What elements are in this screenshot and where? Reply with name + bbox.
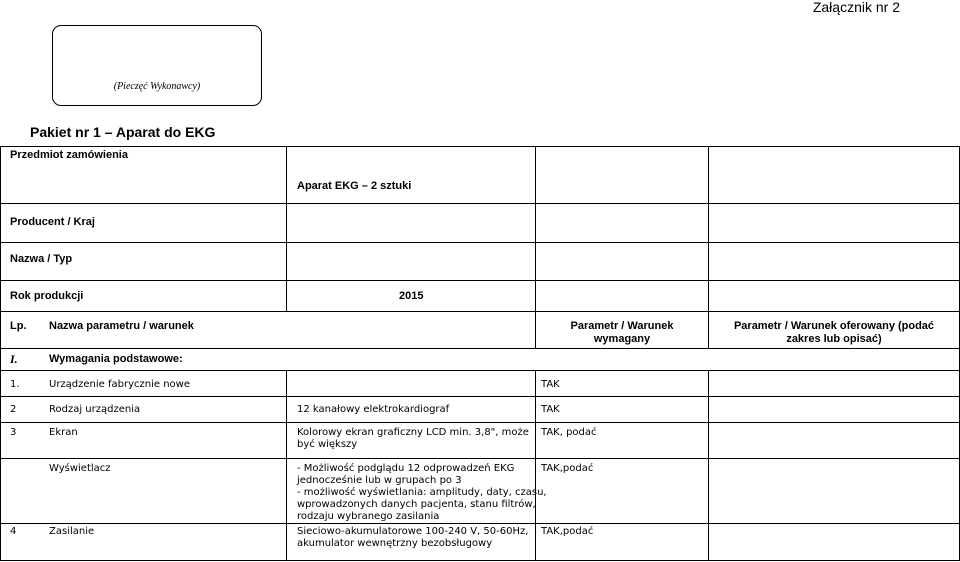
producer-label: Producent / Kraj [10, 216, 95, 228]
col-offered-header-line2: zakres lub opisać) [786, 333, 882, 345]
row-description-line2: jednocześnie lub w grupach po 3 [297, 475, 462, 486]
row-lp: 1. [10, 379, 20, 390]
row-required: TAK,podać [541, 463, 594, 474]
subject-value: Aparat EKG – 2 sztuki [297, 180, 412, 192]
annex-label: Załącznik nr 2 [812, 0, 900, 15]
row-description-line4: wprowadzonych danych pacjenta, stanu filtrów, [297, 499, 536, 510]
section-label: Wymagania podstawowe: [49, 353, 183, 365]
row-required: TAK,podać [541, 526, 594, 537]
year-value: 2015 [399, 290, 424, 302]
row-name: Zasilanie [49, 526, 95, 537]
col-required-header-line1: Parametr / Warunek [570, 320, 674, 332]
row-lp: 4 [10, 526, 17, 537]
row-name: Rodzaj urządzenia [49, 404, 141, 415]
section-number: I. [10, 352, 18, 366]
row-required: TAK [541, 379, 560, 390]
stamp-label: (Pieczęć Wykonawcy) [113, 81, 201, 92]
row-name: Urządzenie fabrycznie nowe [49, 379, 191, 390]
row-description-line2: być większy [297, 439, 358, 450]
row-required: TAK, podać [541, 427, 597, 438]
row-description-line1: Kolorowy ekran graficzny LCD min. 3,8", może [297, 427, 529, 438]
row-description-line5: rodzaju wybranego zasilania [297, 511, 440, 522]
row-lp: 2 [10, 404, 17, 415]
row-description-line1: Sieciowo-akumulatorowe 100-240 V, 50-60Hz, [297, 526, 529, 537]
package-title: Pakiet nr 1 – Aparat do EKG [30, 124, 216, 140]
row-description-line3: - możliwość wyświetlania: amplitudy, daty, czasu, [297, 487, 547, 498]
row-name: Wyświetlacz [49, 463, 111, 474]
col-name-header: Nazwa parametru / warunek [49, 320, 194, 332]
row-lp: 3 [10, 427, 17, 438]
row-name: Ekran [49, 427, 78, 438]
row-description: 12 kanałowy elektrokardiograf [297, 404, 450, 415]
col-required-header-line2: wymagany [593, 333, 651, 345]
row-description-line2: akumulator wewnętrzny bezobsługowy [297, 538, 493, 549]
col-lp-header: Lp. [10, 320, 27, 332]
subject-label: Przedmiot zamówienia [10, 149, 128, 161]
row-description-line1: - Możliwość podglądu 12 odprowadzeń EKG [297, 463, 515, 474]
col-offered-header-line1: Parametr / Warunek oferowany (podać [733, 320, 935, 332]
row-required: TAK [541, 404, 560, 415]
year-label: Rok produkcji [10, 290, 84, 302]
name-type-label: Nazwa / Typ [10, 253, 73, 265]
